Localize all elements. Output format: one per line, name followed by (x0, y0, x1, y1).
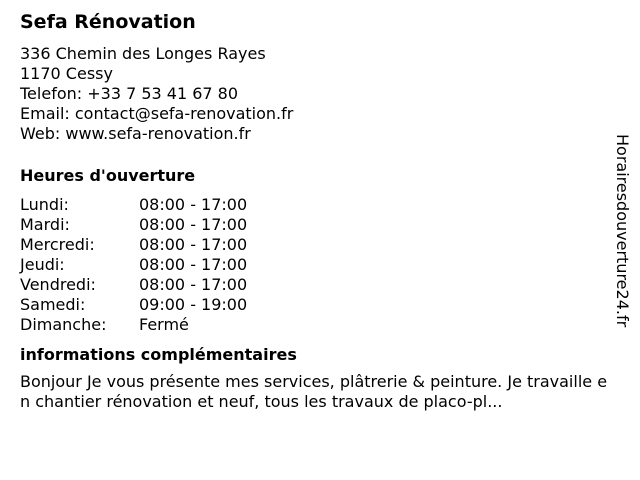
hours-row-lundi (20, 195, 247, 215)
day-hours: Fermé (139, 315, 189, 334)
day-hours: 08:00 - 17:00 (139, 195, 248, 214)
additional-info-heading: informations complémentaires (20, 345, 297, 364)
day-hours: 08:00 - 17:00 (139, 275, 248, 294)
day-hours: 08:00 - 17:00 (139, 215, 248, 234)
day-label: Vendredi: (20, 275, 96, 294)
hours-row-dimanche (20, 315, 247, 335)
contact-block (20, 44, 616, 144)
day-label: Jeudi: (20, 255, 65, 274)
hours-row-samedi (20, 295, 247, 315)
day-hours: 08:00 - 17:00 (139, 235, 248, 254)
opening-hours-table (20, 195, 247, 335)
day-label: Mercredi: (20, 235, 95, 254)
day-label: Dimanche: (20, 315, 107, 334)
address-city: 1170 Cessy (20, 64, 113, 83)
site-watermark (612, 134, 632, 370)
hours-row-jeudi (20, 255, 247, 275)
address-street: 336 Chemin des Longes Rayes (20, 44, 266, 63)
email-line: Email: contact@sefa-renovation.fr (20, 104, 294, 123)
business-card (20, 9, 616, 412)
opening-hours-heading: Heures d'ouverture (20, 166, 196, 185)
hours-row-mercredi (20, 235, 247, 255)
hours-row-mardi (20, 215, 247, 235)
web-line: Web: www.sefa-renovation.fr (20, 124, 251, 143)
watermark-text: Horairesdouverture24.fr (613, 134, 632, 328)
phone-line: Telefon: +33 7 53 41 67 80 (20, 84, 239, 103)
day-label: Mardi: (20, 215, 70, 234)
day-label: Lundi: (20, 195, 69, 214)
business-name: Sefa Rénovation (20, 11, 196, 33)
day-hours: 08:00 - 17:00 (139, 255, 248, 274)
day-hours: 09:00 - 19:00 (139, 295, 248, 314)
hours-row-vendredi (20, 275, 247, 295)
additional-info-text: Bonjour Je vous présente mes services, plâtrerie & peinture. Je travaille en chantier rénovation et neuf, tous les travaux de placo-pl... (20, 372, 608, 411)
day-label: Samedi: (20, 295, 86, 314)
